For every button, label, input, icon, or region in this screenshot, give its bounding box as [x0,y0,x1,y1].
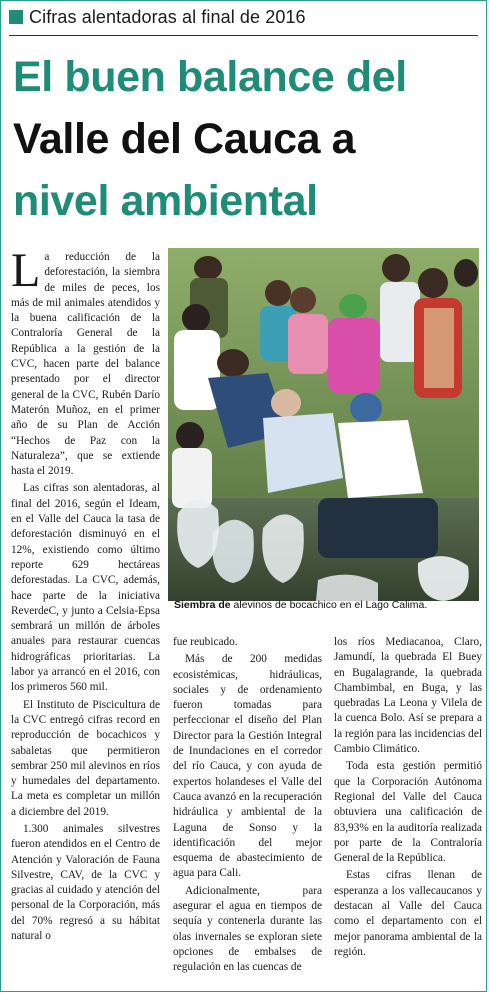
kicker-square-icon [9,10,23,24]
article-column-1 [11,244,160,946]
paragraph: los ríos Mediacanoa, Claro, Jamundí, la quebrada El Buey en Bugalagrande, la quebrada Chambimbal, en Buga, y las quebradas La Leona y Vilela de la cuenca Bolo. Así se prepara a la región para las incidencias del Cambio Climático. [334,636,482,756]
dropcap: L [11,244,41,297]
paragraph [11,244,160,479]
article-photo [168,248,479,601]
kicker-text: Cifras alentadoras al final de 2016 [29,7,306,27]
paragraph: 1.300 animales silvestres fueron atendidos en el Centro de Atención y Valoración de Fauna Silvestre, CAV, de la CVC y gracias al cuidado y atención del personal de la Corporación, más del 70% regresó a su hábitat natural o [11,822,160,943]
headline-line-1: El buen balance del [13,53,407,101]
paragraph: Toda esta gestión permitió que la Corporación Autónoma Regional del Valle del Cauca obtuviera una calificación de 83,93% en la auditoría realizada por parte de la Contraloría General de la República. [334,760,482,865]
caption-bold: Siembra de [174,599,231,611]
kicker-rule [9,35,478,36]
paragraph: Adicionalmente, para asegurar el agua en tiempos de sequía y contenerla durante las olas invernales se exploran siete opciones de embalses de regulación en las cuencas de [173,884,322,974]
photo-caption [174,599,474,612]
article-column-2 [173,635,322,978]
paragraph: El Instituto de Piscicultura de la CVC entregó cifras record en reproducción de bocachicos y sabaletas que permitieron sembrar 250 mil alevinos en ríos y humedales del departamento. La meta es completar un millón a diciembre del 2019. [11,698,160,818]
paragraph: fue reubicado. [173,636,238,648]
headline-line-2: Valle del Cauca a [13,115,356,163]
headline-line-3: nivel ambiental [13,177,318,225]
paragraph: Las cifras son alentadoras, al final del 2016, según el Ideam, en el Valle del Cauca la tasa de deforestación disminuyó en el 12%, existiendo como último reporte 629 hectáreas deforestadas. La CVC, además, hace parte de la iniciativa ReverdeC, y junto a Celsia-Epsa sembrará un millón de árboles anuales para restaurar cuencas hidrográficas prioritarias. La labor ya arrancó en el 2016, con los primeros 560 mil. [11,482,160,694]
caption-text: alevinos de bocachico en el Lago Calima. [230,599,428,611]
paragraph: Estas cifras llenan de esperanza a los vallecaucanos y destacan al Valle del Cauca como el departamento con el mejor panorama ambiental de la región. [334,869,482,958]
paragraph-text: a reducción de la deforestación, la siembra de miles de peces, los más de mil animales atendidos y la buena calificación de la Contraloría General de la República a la gestión de la CVC, hacen parte del balance presentado por el director general de la CVC, Rubén Darío Materón Muñoz, en el primer año de su Plan de Acción “Hechos de Paz con la Naturaleza”, que se extiende hasta el 2019. [11,251,160,478]
photo-illustration [168,248,479,601]
paragraph: Más de 200 medidas ecosistémicas, hidráulicas, sociales y de ordenamiento fueron tomadas para perfeccionar el diseño del Plan Director para la Gestión Integral de Inundaciones en el corredor del río Cauca, y con ayuda de expertos holandeses el Valle del Cauca avanzó en la recuperación hidráulica y ambiental de la Laguna de Sonso y la identificación del mejor esquema de abastecimiento de agua para Cali. [173,653,322,880]
article-column-3 [334,635,482,962]
section-kicker [9,7,306,28]
